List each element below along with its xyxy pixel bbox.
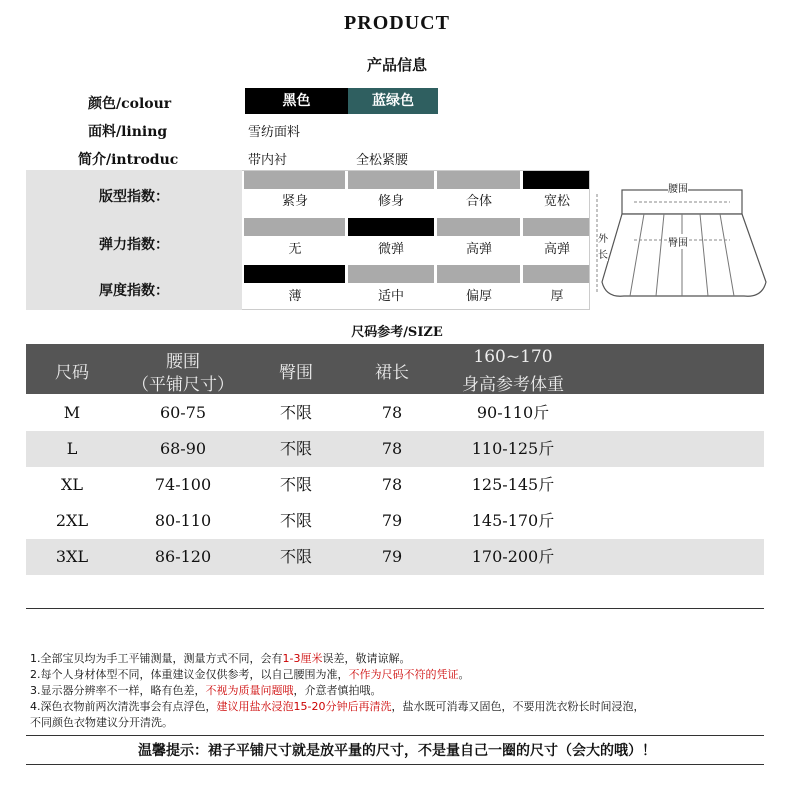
colour-swatch-black[interactable]: 黑色 [245,88,348,114]
fit-option-2: 修身 [377,194,404,209]
cell-waist: 86-120 [154,547,212,566]
thickness-option-3: 偏厚 [465,289,492,304]
cell-hip: 不限 [279,403,312,422]
cell-size: M [63,403,81,422]
header-height: 160~170 [473,347,553,367]
page-title: PRODUCT [344,12,450,34]
lining-label: 面料/lining [88,124,168,140]
stretch-bar-3 [437,218,520,236]
header-size: 尺码 [55,363,89,383]
header-waist-note: （平铺尺寸） [132,375,234,395]
cell-weight: 110-125斤 [471,439,555,458]
note-4: 4.深色衣物前两次清洗事会有点浮色，建议用盐水浸泡15-20分钟后再清洗，盐水既可消毒又固色，不要用洗衣粉长时间浸泡， [30,700,645,713]
thickness-index-label: 厚度指数： [99,283,169,299]
fit-bar-4-selected [523,171,589,189]
cell-waist: 68-90 [159,439,207,458]
table-row [26,539,764,575]
fit-bar-2 [348,171,434,189]
thickness-bar-4 [523,265,589,283]
stretch-option-3: 高弹 [465,242,492,257]
colour-label: 颜色/colour [88,96,172,112]
cell-length: 78 [381,475,403,494]
table-row [26,395,764,431]
cell-weight: 170-200斤 [471,547,555,566]
stretch-index-label: 弹力指数： [99,237,169,253]
cell-hip: 不限 [279,511,312,530]
cell-weight: 125-145斤 [471,475,555,494]
header-length: 裙长 [375,363,409,383]
intro-value-1: 带内衬 [248,153,288,168]
header-weight-ref: 身高参考体重 [462,375,564,395]
cell-size: XL [60,475,83,494]
intro-label: 简介/introduc [78,152,179,168]
stretch-bar-4 [523,218,589,236]
cell-weight: 145-170斤 [471,511,555,530]
divider-tip-bottom [26,764,764,765]
note-4-continued: 不同颜色衣物建议分开清洗。 [30,716,173,729]
warm-tip: 温馨提示：裙子平铺尺寸就是放平量的尺寸，不是量自己一圈的尺寸（会大的哦）！ [138,743,656,759]
cell-size: 3XL [55,547,89,566]
diagram-waist-label: 腰围 [668,180,688,195]
cell-length: 78 [381,439,403,458]
thickness-option-1: 薄 [288,289,302,304]
fit-index-label: 版型指数： [99,189,169,205]
fit-option-4: 宽松 [543,194,570,209]
colour-swatch-teal[interactable]: 蓝绿色 [348,88,438,114]
fit-bar-3 [437,171,520,189]
thickness-option-2: 适中 [377,289,404,304]
diagram-length-label-1: 外 [598,230,608,245]
thickness-bar-3 [437,265,520,283]
cell-weight: 90-110斤 [476,403,550,422]
stretch-option-4: 高弹 [543,242,570,257]
header-waist: 腰围 [166,352,200,372]
cell-size: 2XL [55,511,89,530]
fit-option-3: 合体 [465,194,492,209]
thickness-bar-1-selected [244,265,345,283]
stretch-bar-1 [244,218,345,236]
note-1: 1.全部宝贝均为手工平铺测量，测量方式不同，会有1-3厘米误差，敬请谅解。 [30,652,411,665]
diagram-length-label-2: 长 [598,246,608,261]
intro-value-2: 全松紧腰 [356,153,409,168]
thickness-bar-2 [348,265,434,283]
fit-option-1: 紧身 [281,194,308,209]
table-row [26,503,764,539]
note-3: 3.显示器分辨率不一样，略有色差，不视为质量问题哦，介意者慎拍哦。 [30,684,382,697]
cell-hip: 不限 [279,547,312,566]
stretch-option-1: 无 [288,242,302,257]
size-table-header [26,344,764,394]
note-2: 2.每个人身材体型不同，体重建议金仅供参考，以自己腰围为准，不作为尺码不符的凭证。 [30,668,470,681]
cell-size: L [66,439,78,458]
cell-waist: 74-100 [154,475,212,494]
stretch-bar-2-selected [348,218,434,236]
cell-waist: 80-110 [154,511,212,530]
page-subtitle: 产品信息 [366,56,427,74]
thickness-option-4: 厚 [550,289,564,304]
stretch-option-2: 微弹 [377,242,404,257]
table-row [26,431,764,467]
header-hip: 臀围 [279,363,313,383]
cell-length: 79 [381,547,403,566]
divider-top [26,608,764,609]
divider-tip-top [26,735,764,736]
size-table-title: 尺码参考/SIZE [351,325,443,340]
cell-hip: 不限 [279,475,312,494]
cell-waist: 60-75 [159,403,207,422]
cell-hip: 不限 [279,439,312,458]
lining-value: 雪纺面料 [248,125,301,140]
fit-bar-1 [244,171,345,189]
cell-length: 78 [381,403,403,422]
diagram-hip-label: 臀围 [668,234,688,249]
cell-length: 79 [381,511,403,530]
table-row [26,467,764,503]
